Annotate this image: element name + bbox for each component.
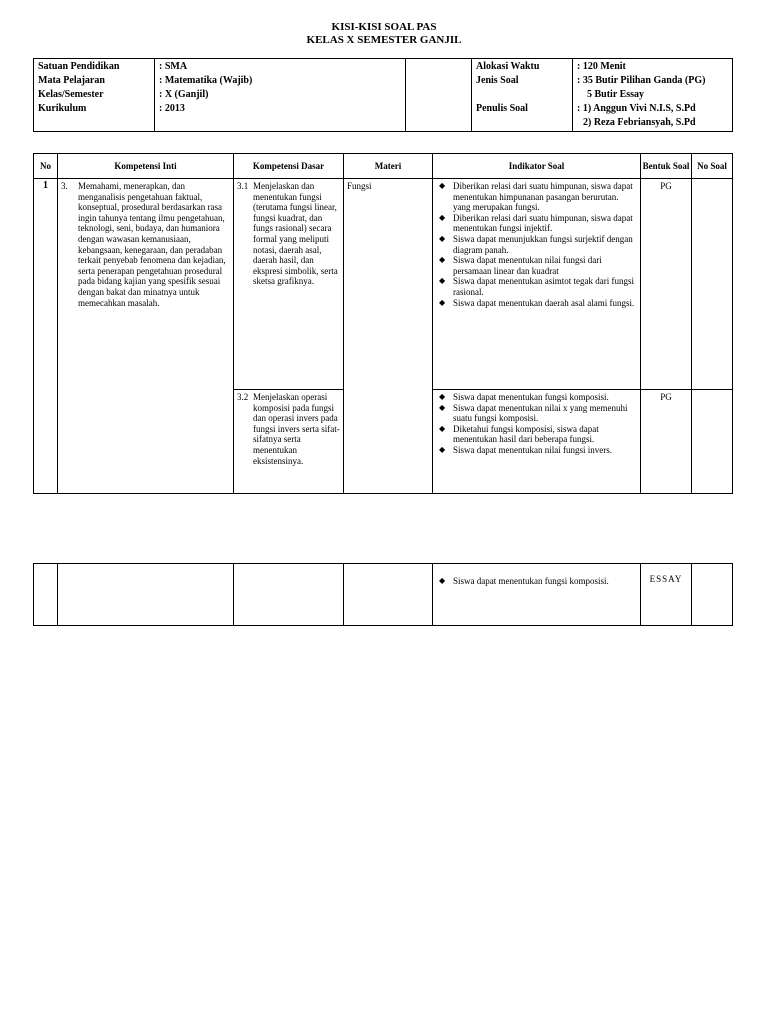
indikator-list (436, 392, 637, 456)
no-soal-cell (692, 564, 733, 626)
value-kelas: : X (Ganjil) (159, 89, 209, 100)
table-row (34, 564, 733, 626)
label-blank (476, 88, 568, 102)
list-item: ◆ Siswa dapat menentukan nilai x yang memenuhi suatu fungsi komposisi. (439, 402, 628, 424)
header-kd: Kompetensi Dasar (234, 154, 344, 179)
label-jenis: Jenis Soal (476, 75, 519, 86)
header-ki: Kompetensi Inti (58, 154, 234, 179)
list-item: ◆ Siswa dapat menentukan nilai fungsi invers. (439, 444, 612, 455)
value-penulis-2: 2) Reza Febriansyah, S.Pd (583, 117, 696, 128)
kisi-kisi-table (33, 153, 733, 494)
identity-labels-left (34, 59, 155, 132)
bentuk-soal-cell: ESSAY (641, 564, 692, 626)
kd-cell (234, 179, 344, 390)
no-soal-cell (692, 390, 733, 494)
continuation-table (33, 563, 733, 626)
bentuk-soal-cell: PG (641, 390, 692, 494)
table-header-row (34, 154, 733, 179)
no-soal-cell (692, 179, 733, 390)
empty-materi-cell (344, 564, 433, 626)
header-no: No (34, 154, 58, 179)
list-item: ◆ Siswa dapat menentukan fungsi komposisi. (439, 576, 609, 586)
value-kurikulum: : 2013 (159, 103, 185, 114)
label-satuan: Satuan Pendidikan (38, 61, 120, 72)
diamond-bullet-icon: ◆ (439, 255, 446, 265)
diamond-bullet-icon: ◆ (439, 423, 446, 433)
kd-text: Menjelaskan dan menentukan fungsi (terutama fungsi linear, fungsi kuadrat, dan fungs rasional) secara formal yang meliputi notasi, daerah asal, daerah hasil, dan ekspresi simbolik, serta sketsa grafiknya. (253, 181, 338, 287)
materi-cell: Fungsi (344, 179, 433, 494)
list-item: ◆ Diberikan relasi dari suatu himpunan, siswa dapat menentukan himpunanan pasangan berurutan. yang merupakan fungsi. (439, 181, 633, 213)
identity-labels-right (472, 59, 573, 132)
label-penulis: Penulis Soal (476, 103, 528, 114)
list-item: ◆ Siswa dapat menunjukkan fungsi surjektif dengan diagram panah. (439, 233, 633, 255)
ki-number: 3. (61, 181, 68, 191)
list-item: ◆ Siswa dapat menentukan daerah asal alami fungsi. (439, 297, 635, 308)
identity-spacer (406, 59, 472, 132)
list-item: ◆ Diketahui fungsi komposisi, siswa dapat menentukan hasil dari beberapa fungsi. (439, 423, 599, 445)
label-mapel: Mata Pelajaran (38, 75, 105, 86)
value-penulis-1: : 1) Anggun Vivi N.I.S, S.Pd (577, 103, 696, 114)
document-title: KISI-KISI SOAL PAS (331, 21, 437, 33)
value-mapel: : Matematika (Wajib) (159, 75, 253, 86)
indikator-cell (433, 564, 641, 626)
header-materi: Materi (344, 154, 433, 179)
list-item: ◆ Siswa dapat menentukan asimtot tegak dari fungsi rasional. (439, 276, 634, 297)
diamond-bullet-icon: ◆ (439, 576, 446, 585)
kd-number: 3.1 (237, 181, 249, 191)
kd-text: Menjelaskan operasi komposisi pada fungsi dan operasi invers pada fungsi invers serta sifat-sifatnya serta menentukan eksistensinya. (253, 392, 340, 466)
diamond-bullet-icon: ◆ (439, 402, 446, 412)
indikator-list (436, 576, 637, 587)
empty-no-cell (34, 564, 58, 626)
indikator-list (436, 181, 637, 308)
value-alokasi: : 120 Menit (577, 61, 626, 72)
label-kelas: Kelas/Semester (38, 89, 104, 100)
indikator-cell (433, 390, 641, 494)
table-row (34, 179, 733, 390)
label-blank-2 (476, 116, 568, 130)
identity-table (33, 58, 733, 132)
diamond-bullet-icon: ◆ (439, 444, 446, 454)
diamond-bullet-icon: ◆ (439, 276, 446, 286)
bentuk-soal-cell: PG (641, 179, 692, 390)
label-kurikulum: Kurikulum (38, 103, 87, 114)
diamond-bullet-icon: ◆ (439, 212, 446, 222)
value-jenis-pg: : 35 Butir Pilihan Ganda (PG) (577, 75, 706, 86)
diamond-bullet-icon: ◆ (439, 181, 446, 190)
diamond-bullet-icon: ◆ (439, 297, 446, 307)
header-bentuk: Bentuk Soal (641, 154, 692, 179)
empty-kd-cell (234, 564, 344, 626)
header-indikator: Indikator Soal (433, 154, 641, 179)
diamond-bullet-icon: ◆ (439, 233, 446, 243)
ki-cell (58, 179, 234, 494)
kd-cell (234, 390, 344, 494)
indikator-cell (433, 179, 641, 390)
label-alokasi: Alokasi Waktu (476, 61, 540, 72)
list-item: ◆ Diberikan relasi dari suatu himpunan, siswa dapat menentukan fungsi injektif. (439, 212, 633, 234)
kd-number: 3.2 (237, 392, 249, 402)
list-item: ◆ Siswa dapat menentukan fungsi komposisi. (439, 392, 609, 402)
ki-text: Memahami, menerapkan, dan menganalisis pengetahuan faktual, konseptual, prosedural berdasarkan rasa ingin tahunya tentang ilmu pengetahuan, teknologi, seni, budaya, dan humaniora dengan wawasan kemanusiaan, kebangsaan, kenegaraan, dan peradaban terkait penyebab fenomena dan kejadian, serta penerapan pengetahuan prosedural pada bidang kajian yang spesifik sesuai dengan bakat dan minatnya untuk memecahkan masalah. (78, 181, 226, 308)
list-item: ◆ Siswa dapat menentukan nilai fungsi dari persamaan linear dan kuadrat (439, 255, 602, 276)
header-nosoal: No Soal (692, 154, 733, 179)
identity-values-right (573, 59, 733, 132)
row-number: 1 (34, 179, 58, 494)
value-jenis-essay: 5 Butir Essay (587, 89, 645, 100)
diamond-bullet-icon: ◆ (439, 392, 446, 401)
value-satuan: : SMA (159, 61, 188, 72)
identity-values-left (155, 59, 406, 132)
document-subtitle: KELAS X SEMESTER GANJIL (306, 34, 462, 46)
empty-ki-cell (58, 564, 234, 626)
